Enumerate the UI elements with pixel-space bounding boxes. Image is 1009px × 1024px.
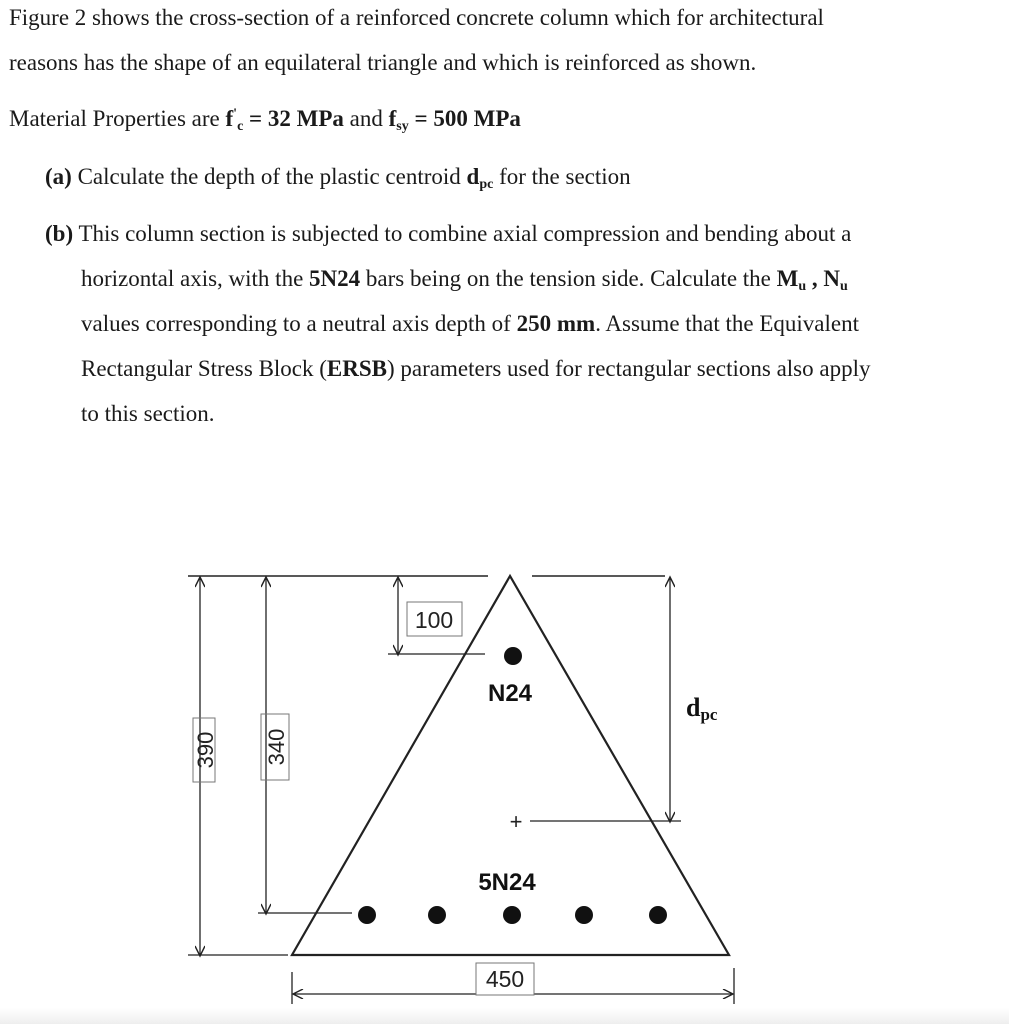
dim-340-label: 340 [264,728,289,766]
dpc-label-subscript: pc [700,705,718,724]
part-a-text: Calculate the depth of the plastic centroid [71,164,467,189]
dpc-label [686,693,718,724]
part-a-dpc-subscript: pc [479,177,494,192]
fc-subscript: c [237,119,244,134]
mu-subscript: u [798,279,807,294]
part-b-label: (b) [45,221,74,246]
part-b-l3-pre: values corresponding to a neutral axis depth of [81,311,517,336]
fc-value: = 32 MPa [243,106,344,131]
plastic-centroid-marker: + [509,809,523,834]
fc-prime: ' [233,106,238,122]
bottom-bar-3 [503,906,521,924]
part-b-l4-bold: ERSB [326,356,388,381]
problem-line-2: reasons has the shape of an equilateral triangle and which is reinforced as shown. [9,50,757,75]
part-a-dpc-symbol: d [466,164,480,189]
bottom-bar-2 [428,906,446,924]
part-a-text-end: for the section [493,164,631,189]
part-b-l2-bold: 5N24 [309,266,361,291]
part-b-l3-post: . Assume that the Equivalent [595,311,860,336]
nu-subscript: u [840,279,848,294]
part-a-label: (a) [45,164,72,189]
mu-symbol: M [776,266,799,291]
bottom-bar-4 [575,906,593,924]
material-prefix: Material Properties are [9,106,226,131]
bottom-bar-1 [358,906,376,924]
fsy-subscript: sy [396,119,409,134]
bottom-bar-5 [649,906,667,924]
part-b-line-5: to this section. [81,401,215,426]
part-b-l2-pre: horizontal axis, with the [81,266,310,291]
dpc-label-symbol: d [686,693,701,722]
nu-symbol: N [823,266,841,291]
top-bar-n24 [504,647,522,665]
fsy-symbol: f [388,106,397,131]
mu-nu-comma: , [806,266,824,291]
material-and: and [343,106,389,131]
dim-100-label: 100 [414,607,454,633]
problem-line-1: Figure 2 shows the cross-section of a reinforced concrete column which for architectural [9,5,824,30]
part-b-l4-post: ) parameters used for rectangular sections also apply [387,356,871,381]
fsy-value: = 500 MPa [408,106,521,131]
part-b-l3-bold: 250 mm [516,311,596,336]
part-b-l2-mid: bars being on the tension side. Calculate the [360,266,777,291]
triangle-section-outline [292,576,729,955]
fc-symbol: f [225,106,234,131]
part-b-text-1: This column section is subjected to combine axial compression and bending about a [73,221,852,246]
page-bottom-edge [0,1008,1009,1024]
part-b-l4-pre: Rectangular Stress Block ( [81,356,327,381]
bottom-bars-label: 5N24 [478,869,536,896]
dim-390-label: 390 [193,731,218,769]
dim-450-label: 450 [485,966,525,992]
top-bar-label: N24 [487,680,533,707]
